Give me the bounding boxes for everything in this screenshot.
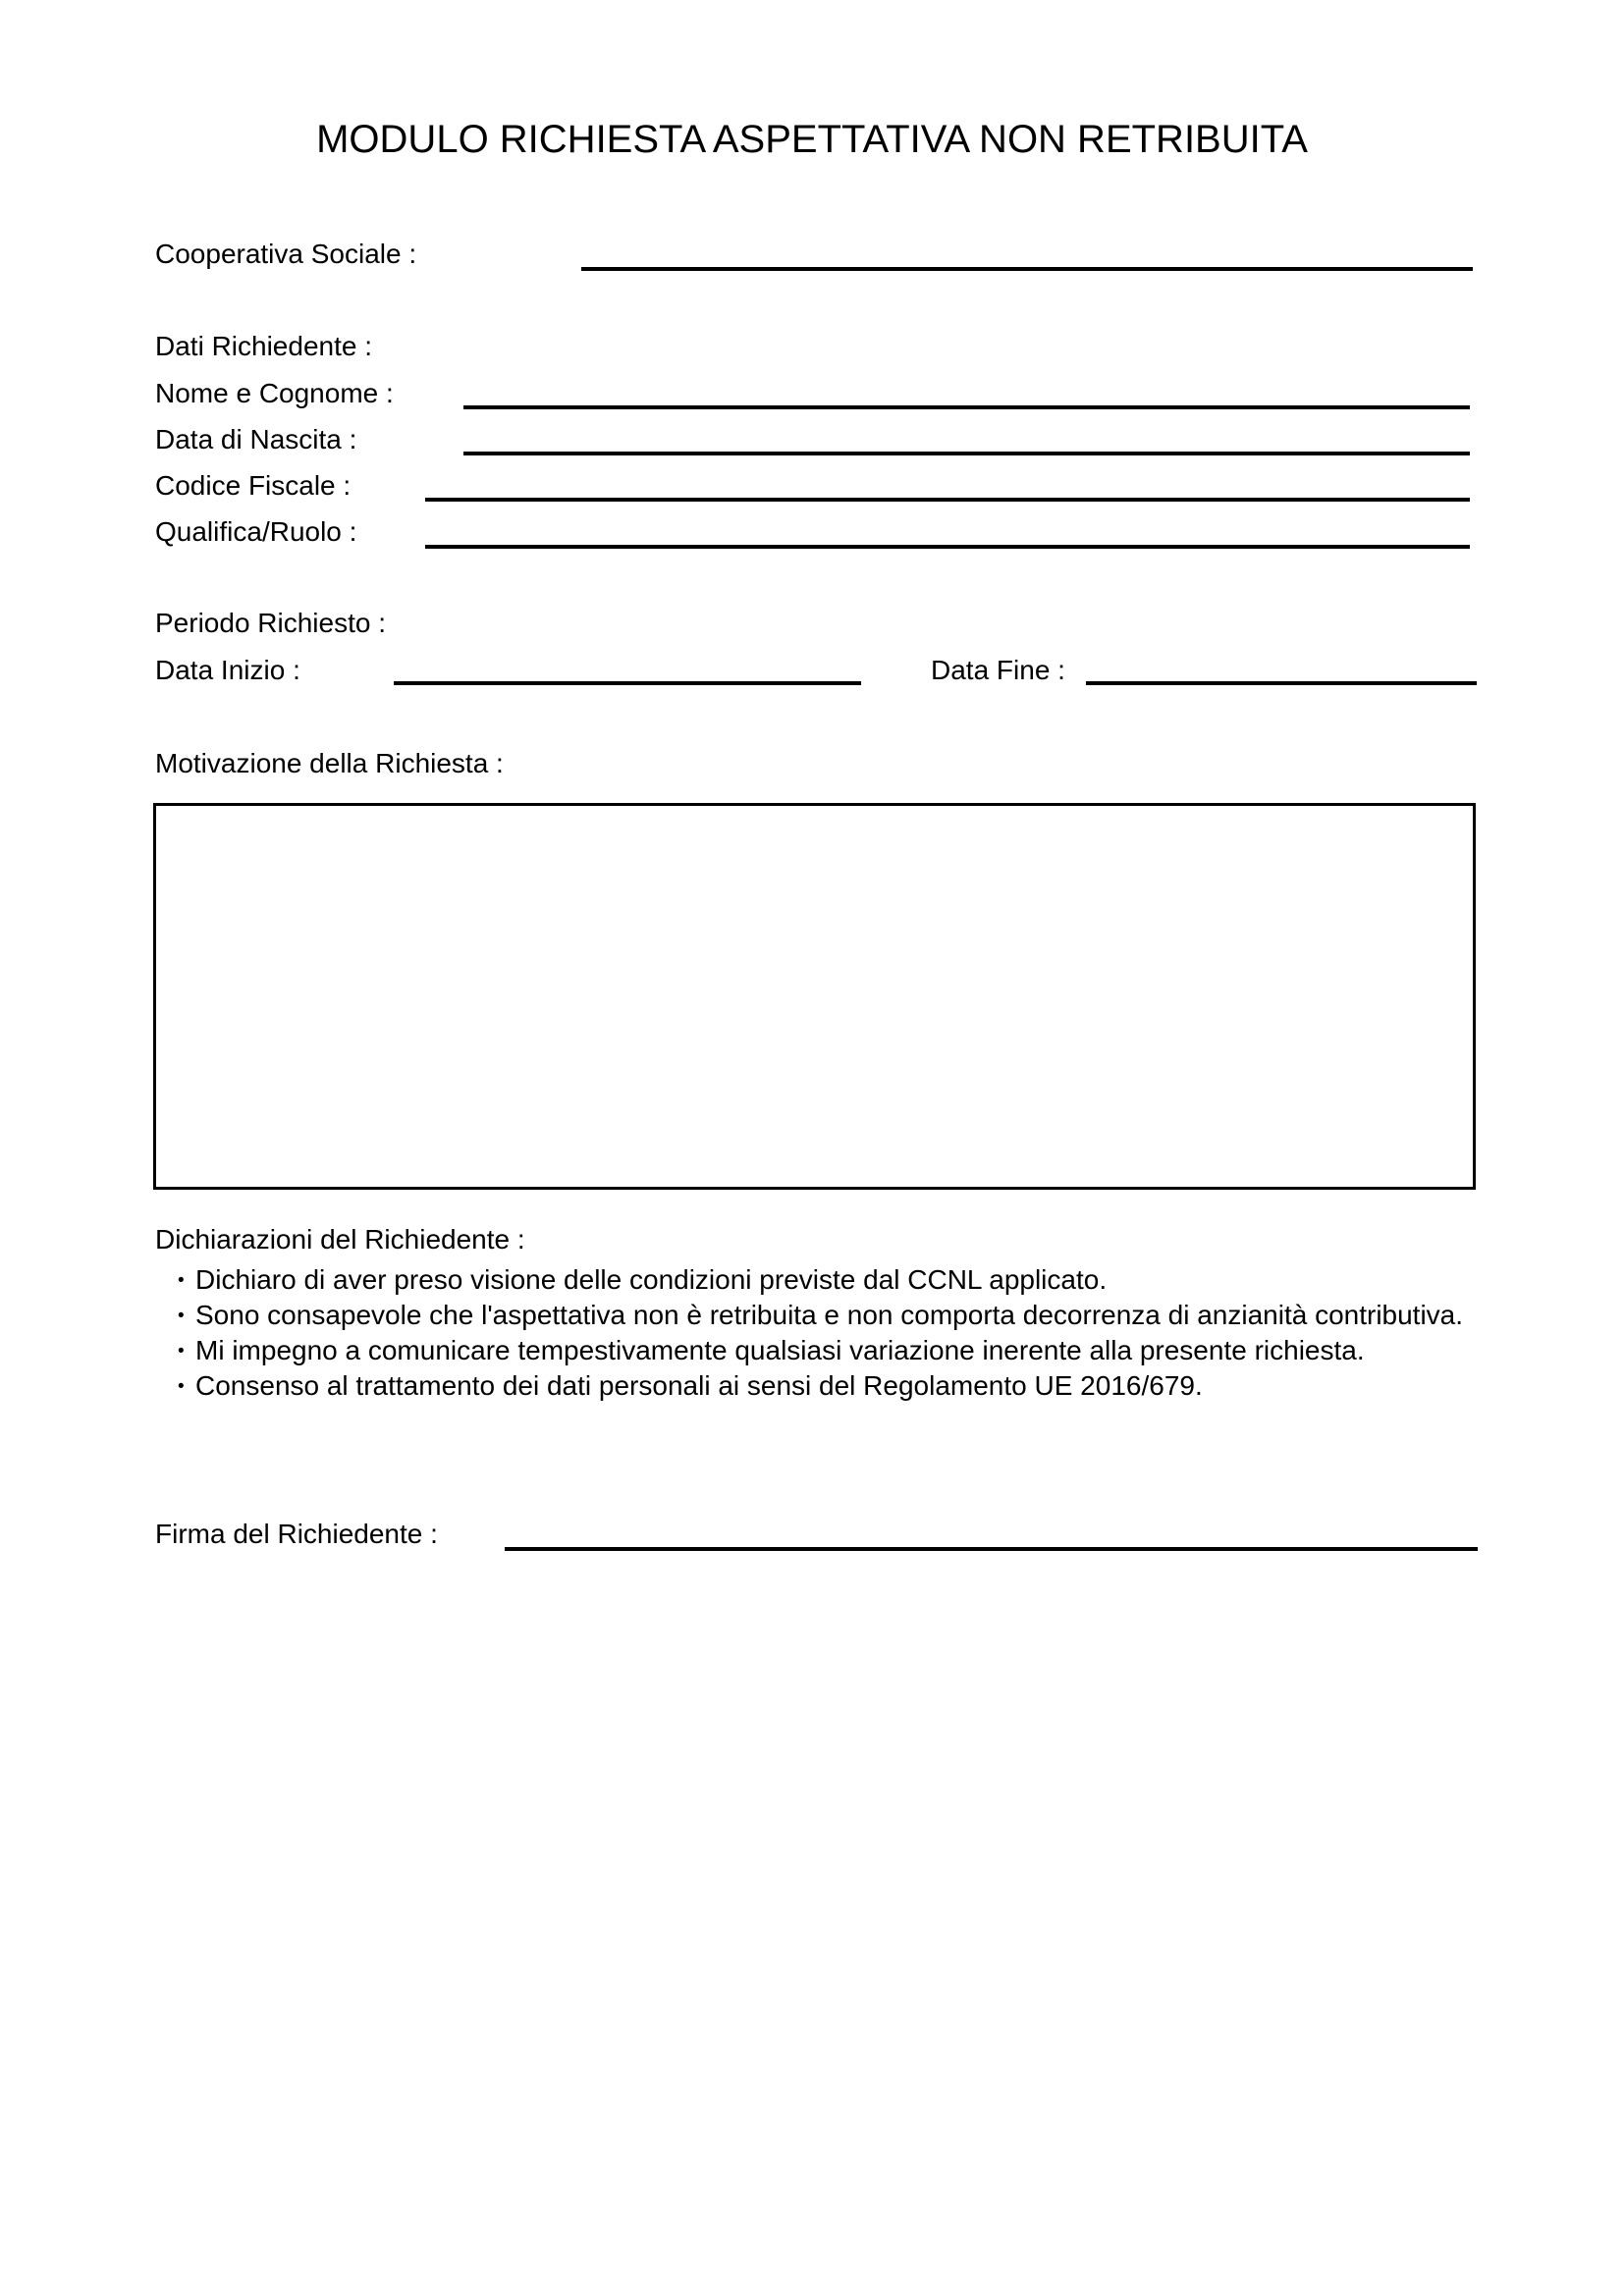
data-fine-input-line[interactable] [1086,681,1477,685]
qualifica-ruolo-label: Qualifica/Ruolo : [155,516,357,547]
declaration-text: Dichiaro di aver preso visione delle condizioni previste dal CCNL applicato. [195,1264,1108,1295]
data-nascita-label: Data di Nascita : [155,424,357,454]
bullet-icon: • [178,1376,185,1397]
firma-label: Firma del Richiedente : [155,1519,438,1549]
bullet-icon: • [178,1341,185,1362]
list-item [178,1335,1365,1367]
declaration-text: Sono consapevole che l'aspettativa non è retribuita e non comporta decorrenza di anzianità contributiva. [195,1300,1464,1330]
data-inizio-label: Data Inizio : [155,655,300,685]
periodo-richiesto-heading: Periodo Richiesto : [155,608,387,638]
nome-cognome-label: Nome e Cognome : [155,378,394,408]
list-item [178,1370,1203,1403]
codice-fiscale-label: Codice Fiscale : [155,470,352,501]
motivazione-heading: Motivazione della Richiesta : [155,748,504,778]
declaration-text: Mi impegno a comunicare tempestivamente qualsiasi variazione inerente alla presente richiesta. [195,1335,1365,1365]
nome-cognome-input-line[interactable] [463,405,1470,409]
bullet-icon: • [178,1306,185,1326]
declaration-text: Consenso al trattamento dei dati personali ai sensi del Regolamento UE 2016/679. [195,1370,1203,1401]
list-item [178,1300,1463,1332]
page-title: MODULO RICHIESTA ASPETTATIVA NON RETRIBUITA [316,118,1308,161]
dichiarazioni-heading: Dichiarazioni del Richiedente : [155,1224,525,1255]
data-fine-label: Data Fine : [931,655,1065,685]
data-inizio-input-line[interactable] [394,681,861,685]
dati-richiedente-heading: Dati Richiedente : [155,331,373,361]
data-nascita-input-line[interactable] [463,452,1470,455]
qualifica-ruolo-input-line[interactable] [425,545,1470,549]
motivazione-textarea[interactable] [153,803,1476,1190]
firma-input-line[interactable] [505,1547,1478,1551]
cooperativa-label: Cooperativa Sociale : [155,239,417,269]
list-item [178,1264,1107,1297]
codice-fiscale-input-line[interactable] [425,498,1470,502]
cooperativa-input-line[interactable] [581,267,1473,271]
bullet-icon: • [178,1270,185,1291]
